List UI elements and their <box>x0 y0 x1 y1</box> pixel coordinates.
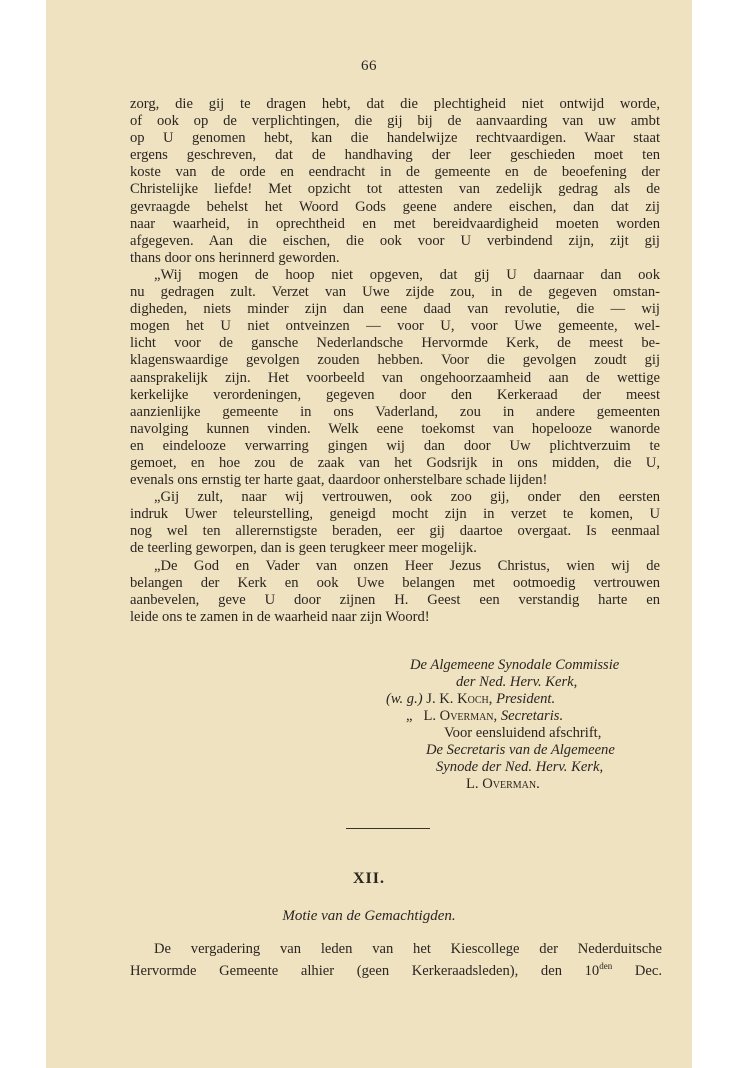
signed-mark: (w. g.) <box>386 691 423 707</box>
president-name: J. K. Koch <box>426 691 489 707</box>
ditto-mark: „ <box>406 708 413 724</box>
signature-line-8 <box>466 776 540 793</box>
text-line: aanbevelen, geve U door zijnen H. Geest een verstandig harte en <box>130 591 660 608</box>
text-line: koste van de orde en eendracht in de gemeente en de beoefening der <box>130 164 660 181</box>
text-line: leide ons te zamen in de waarheid naar zijn Woord! <box>130 608 430 625</box>
closing-line-2 <box>130 958 662 980</box>
text-line: „De God en Vader van onzen Heer Jezus Christus, wien wij de <box>154 557 660 574</box>
closing-paragraph <box>130 941 662 980</box>
paragraph-2 <box>130 267 660 489</box>
secretary-signature: L. Overman. <box>466 776 540 792</box>
text-line: belangen der Kerk en ook Uwe belangen met ootmoedig vertrouwen <box>130 574 660 591</box>
text-line: de teerling geworpen, dan is geen terugkeer meer mogelijk. <box>130 540 477 557</box>
text-line: gevraagde behelst het Woord Gods geene andere eischen, dan dat zij <box>130 198 660 215</box>
text-line: mogen het U niet ontveinzen — voor U, voor Uwe gemeente, wel- <box>130 318 660 335</box>
section-subtitle: Motie van de Gemachtigden. <box>282 908 456 924</box>
text-line: kerkelijke verordeningen, gegeven door den Kerkeraad der meest <box>130 386 660 403</box>
separator: , <box>493 708 498 724</box>
text-line: aansprakelijk zijn. Het voorbeeld van ongehoorzaamheid aan de wettige <box>130 369 660 386</box>
paragraph-1 <box>130 96 660 267</box>
text-line: ergens geschreven, dat de handhaving der leer geschieden moet ten <box>130 147 660 164</box>
text-line: gemoet, en hoe zou de zaak van het Godsrijk in ons midden, die U, <box>130 454 660 471</box>
text-line: digheden, niets minder zijn dan eene daad van revolutie, die — wij <box>130 301 660 318</box>
signature-line-1 <box>410 657 619 674</box>
text-line: Christelijke liefde! Met opzicht tot attesten van zedelijk gedrag als de <box>130 181 660 198</box>
text-line: indruk Uwer teleurstelling, geneigd mocht zijn in verzet te komen, U <box>130 506 660 523</box>
text-line: thans door ons herinnerd geworden. <box>130 249 340 266</box>
closing-line-2-end: Dec. <box>612 962 662 979</box>
text-line: zorg, die gij te dragen hebt, dat die plechtigheid niet ontwijd worde, <box>130 96 660 112</box>
signature-line-4 <box>406 708 563 725</box>
text-line: „Gij zult, naar wij vertrouwen, ook zoo gij, onder den eersten <box>154 489 660 506</box>
section-number: XII. <box>352 870 385 887</box>
closing-line-2-text: Hervormde Gemeente alhier (geen Kerkeraadsleden), den 10 <box>130 962 600 979</box>
text-line: navolging kunnen vinden. Welk eene toekomst van hopelooze wanorde <box>130 420 660 437</box>
text-line: afgegeven. Aan die eischen, die ook voor U verbindend zijn, zijt gij <box>130 232 660 249</box>
text-line: op U genomen hebt, kan die handelwijze rechtvaardigen. Waar staat <box>130 130 660 147</box>
paragraph-4 <box>130 558 660 626</box>
book-page <box>46 0 692 1068</box>
text-line: „Wij mogen de hoop niet opgeven, dat gij U daarnaar dan ook <box>154 266 660 283</box>
signature-line-7 <box>436 759 603 776</box>
synod-name: Synode der Ned. Herv. Kerk, <box>436 759 604 775</box>
text-line: naar waarheid, in oprechtheid en met bereidvaardigheid moeten worden <box>130 215 660 232</box>
text-line: en eindelooze verwarring gingen wij dan door Uw plichtverzuim te <box>130 437 660 454</box>
signature-line-5: Voor eensluidend afschrift, <box>444 725 602 741</box>
section-divider <box>346 828 430 829</box>
text-line: aanzienlijke gemeente in ons Vaderland, zou in andere gemeenten <box>130 403 660 420</box>
text-line: evenals ons ernstig ter harte gaat, daardoor onherstelbare schade lijden! <box>130 472 548 489</box>
separator: , <box>488 691 493 707</box>
page-number: 66 <box>361 58 377 74</box>
signature-line-2 <box>456 674 577 691</box>
secretary-name: L. Overman <box>423 708 494 724</box>
paragraph-3 <box>130 489 660 557</box>
signature-line-3 <box>386 691 555 708</box>
committee-name: De Algemeene Synodale Commissie <box>410 657 620 673</box>
text-line: nog wel ten allerernstigste beraden, eer gij daartoe overgaat. Is eenmaal <box>130 523 660 540</box>
church-name: der Ned. Herv. Kerk, <box>456 674 578 690</box>
secretary-synod: De Secretaris van de Algemeene <box>426 742 615 758</box>
closing-line-1: De vergadering van leden van het Kiescollege der Nederduitsche <box>154 941 662 957</box>
body-text <box>130 96 660 626</box>
text-line: of ook op de verplichtingen, die gij bij de aanvaarding van uw ambt <box>130 113 660 130</box>
secretary-title: Secretaris. <box>500 708 564 724</box>
president-title: President. <box>496 691 556 707</box>
signature-line-6 <box>426 742 615 759</box>
text-line: nu gedragen zult. Verzet van Uwe zijde zou, in de gegeven omstan- <box>130 284 660 301</box>
date-superscript: den <box>599 961 613 972</box>
text-line: licht voor de gansche Nederlandsche Hervormde Kerk, de meest be- <box>130 335 660 352</box>
text-line: klagenswaardige gevolgen zouden hebben. Voor die gevolgen zoudt gij <box>130 352 660 369</box>
